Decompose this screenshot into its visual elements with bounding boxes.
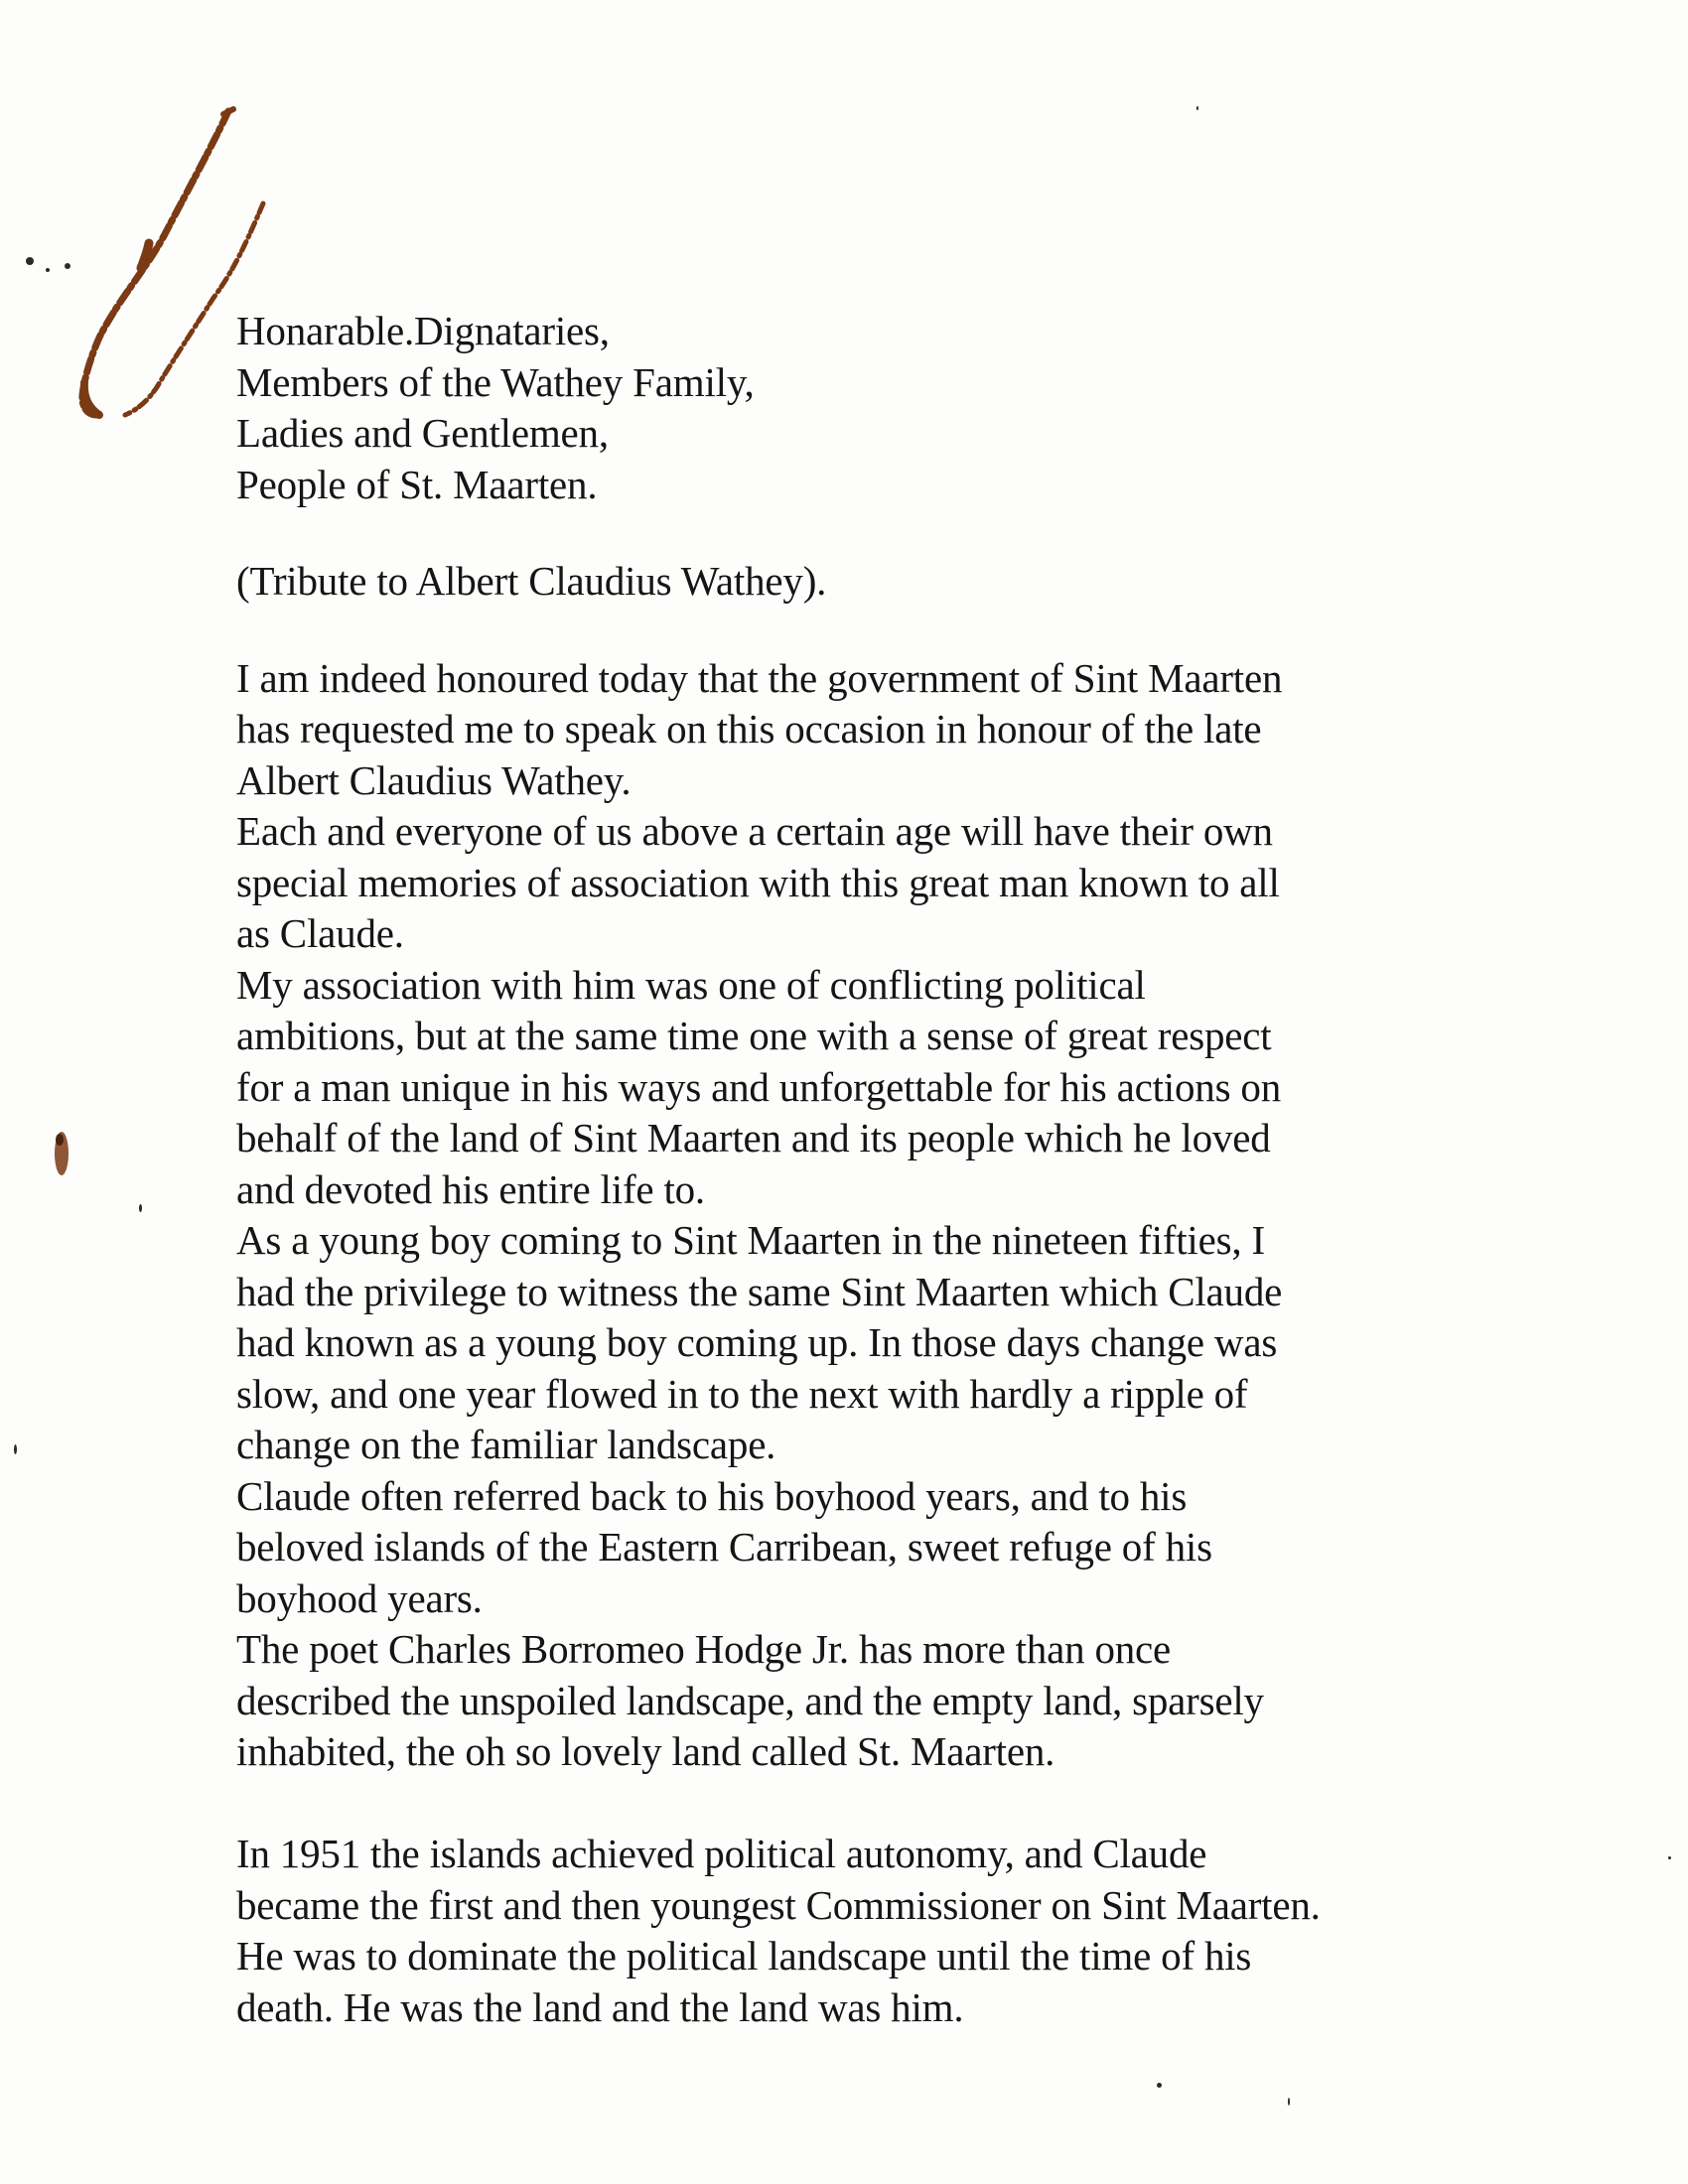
text-line: beloved islands of the Eastern Carribean, sweet refuge of his: [236, 1524, 1212, 1570]
tribute-title: (Tribute to Albert Claudius Wathey).: [236, 558, 827, 604]
text-line: death. He was the land and the land was him.: [236, 1983, 964, 2030]
salutation-line: People of St. Maarten.: [236, 461, 598, 507]
text-line: as Claude.: [236, 910, 404, 956]
text-line: became the first and then youngest Commissioner on Sint Maarten.: [236, 1881, 1321, 1928]
text-line: boyhood years.: [236, 1574, 483, 1621]
text-line: He was to dominate the political landscape until the time of his: [236, 1933, 1252, 1979]
text-line: inhabited, the oh so lovely land called St. Maarten.: [236, 1728, 1055, 1774]
salutation-line: Honarable.Dignataries,: [236, 308, 610, 353]
salutation-line: Ladies and Gentlemen,: [236, 410, 609, 456]
text-line: described the unspoiled landscape, and the empty land, sparsely: [236, 1677, 1264, 1723]
text-line: had the privilege to witness the same Sint Maarten which Claude: [236, 1268, 1283, 1314]
salutation-block: [236, 306, 1487, 510]
text-line: behalf of the land of Sint Maarten and its people which he loved: [236, 1115, 1271, 1160]
blank-line: [236, 1778, 1487, 1830]
salutation-line: Members of the Wathey Family,: [236, 358, 755, 405]
text-line: My association with him was one of conflicting political: [236, 961, 1146, 1008]
text-line: has requested me to speak on this occasion in honour of the late: [236, 706, 1262, 751]
text-line: change on the familiar landscape.: [236, 1422, 776, 1467]
text-line: As a young boy coming to Sint Maarten in the nineteen fifties, I: [236, 1217, 1265, 1263]
scan-speck: [1288, 2098, 1290, 2106]
text-line: Claude often referred back to his boyhood years, and to his: [236, 1472, 1188, 1519]
text-line: In 1951 the islands achieved political autonomy, and Claude: [236, 1831, 1207, 1876]
letter-body: [236, 306, 1487, 2033]
text-line: I am indeed honoured today that the government of Sint Maarten: [236, 654, 1283, 701]
blank-line: [236, 510, 1487, 556]
scan-speck: [1668, 1856, 1671, 1859]
text-line: The poet Charles Borromeo Hodge Jr. has more than once: [236, 1626, 1172, 1672]
text-line: special memories of association with this great man known to all: [236, 859, 1280, 905]
blank-line: [236, 608, 1487, 653]
text-line: had known as a young boy coming up. In those days change was: [236, 1319, 1278, 1365]
scan-speck: [14, 1444, 17, 1454]
text-line: Each and everyone of us above a certain age will have their own: [236, 808, 1273, 854]
scan-speck: [1196, 106, 1198, 110]
text-line: and devoted his entire life to.: [236, 1165, 705, 1212]
scan-speck: [1157, 2083, 1162, 2088]
scan-speck: [139, 1204, 142, 1212]
paragraph-2: [236, 1829, 1487, 2033]
text-line: for a man unique in his ways and unforgettable for his actions on: [236, 1063, 1281, 1110]
text-line: slow, and one year flowed in to the next with hardly a ripple of: [236, 1370, 1248, 1417]
paragraph-1: [236, 653, 1487, 1778]
text-line: Albert Claudius Wathey.: [236, 756, 632, 803]
text-line: ambitions, but at the same time one with a sense of great respect: [236, 1013, 1272, 1058]
